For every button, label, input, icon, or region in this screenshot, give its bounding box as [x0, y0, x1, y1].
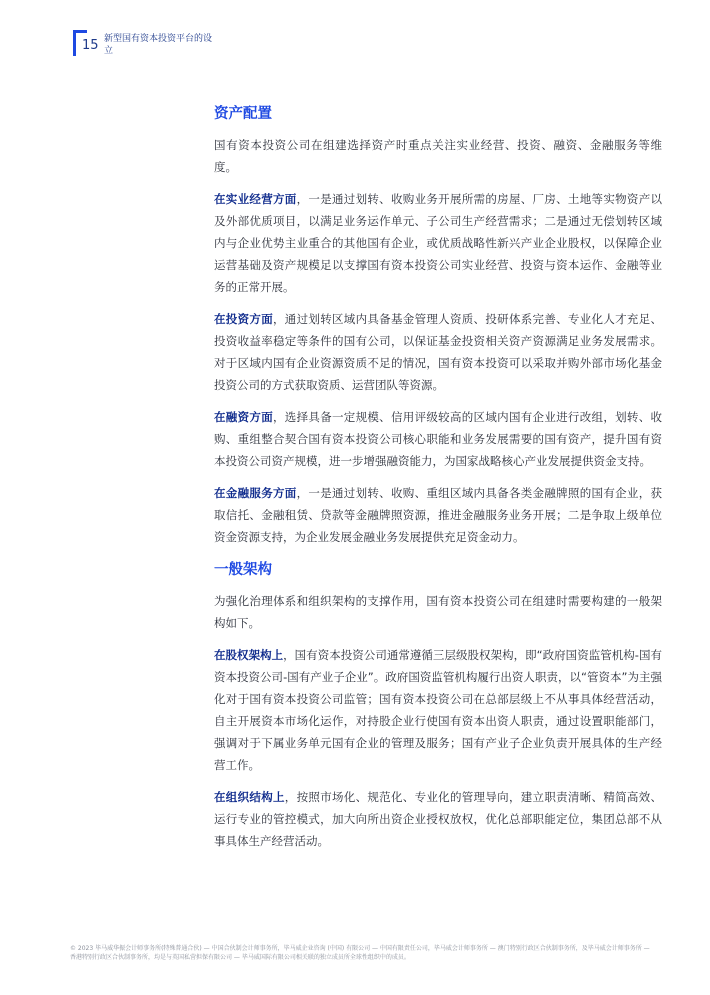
page-mark-horizontal [73, 30, 87, 33]
paragraph-financing [214, 406, 662, 472]
lead-financial-services: 在金融服务方面 [214, 486, 297, 500]
main-content [214, 104, 662, 852]
text-industrial: ，一是通过划转、收购业务开展所需的房屋、厂房、土地等实物资产以及外部优质项目，以满足业务运作单元、子公司生产经营需求；二是通过无偿划转区域内与企业优势主业重合的其他国有企业，或优质战略性新兴产业企业股权，以保障企业运营基础及资产规模足以支撑国有资本投资公司实业经营、投资与资本运作、金融等业务的正常开展。 [214, 192, 663, 294]
section-heading-general-structure: 一般架构 [214, 562, 272, 578]
text-investment: ，通过划转区域内具备基金管理人资质、投研体系完善、专业化人才充足、投资收益率稳定等条件的国有公司，以保证基金投资相关资产资源满足业务发展需求。对于区域内国有企业资源资质不足的情况，国有资本投资可以采取并购外部市场化基金投资公司的方式获取资质、运营团队等资源。 [214, 312, 663, 392]
copyright-footer: © 2023 毕马威华振会计师事务所(特殊普通合伙) — 中国合伙制会计师事务所，毕马威企业咨询 (中国) 有限公司 — 中国有限责任公司，毕马威会计师事务所 — 澳门特别行政区合伙制事务所，及毕马威会计师事务所 — 香港特别行政区合伙制事务所，均是与英国私营担保有限公司 — 毕马威国际有限公司相关联的独立成员所全球性组织中的成员。 [70, 945, 650, 961]
text-organization-structure: ，按照市场化、规范化、专业化的管理导向，建立职责清晰、精简高效、运行专业的管控模式，加大向所出资企业授权放权，优化总部职能定位，集团总部不从事具体生产经营活动。 [214, 790, 663, 848]
paragraph-industrial [214, 188, 662, 298]
document-title: 新型国有资本投资平台的设立 [104, 34, 213, 56]
paragraph-intro-asset: 国有资本投资公司在组建选择资产时重点关注实业经营、投资、融资、金融服务等维度。 [214, 138, 662, 174]
text-equity-structure: ，国有资本投资公司通常遵循三层级股权架构，即“政府国资监管机构-国有资本投资公司-国有产业子企业”。政府国资监管机构履行出资人职责，以“管资本”为主强化对于国有资本投资公司监管；国有资本投资公司在总部层级上不从事具体经营活动，自主开展资本市场化运作，对持股企业行使国有资本出资人职责，通过设置职能部门，强调对于下属业务单元国有企业的管理及服务；国有产业子企业负责开展具体的生产经营工作。 [214, 648, 662, 772]
section-heading-asset-allocation: 资产配置 [214, 106, 272, 122]
text-financial-services: ，一是通过划转、收购、重组区域内具备各类金融牌照的国有企业，获取信托、金融租赁、贷款等金融牌照资源，推进金融服务业务开展；二是争取上级单位资金资源支持，为企业发展金融业务发展提供充足资金动力。 [214, 486, 663, 544]
page-mark-vertical [73, 30, 76, 56]
lead-investment: 在投资方面 [214, 312, 273, 326]
lead-equity-structure: 在股权架构上 [214, 648, 284, 662]
text-financing: ，选择具备一定规模、信用评级较高的区域内国有企业进行改组，划转、收购、重组整合契合国有资本投资公司核心职能和业务发展需要的国有资产，提升国有资本投资公司资产规模，进一步增强融资能力，为国家战略核心产业发展提供资金支持。 [214, 410, 663, 468]
paragraph-intro-structure: 为强化治理体系和组织架构的支撑作用，国有资本投资公司在组建时需要构建的一般架构如下。 [214, 594, 662, 630]
page-number: 15 [82, 38, 99, 53]
lead-financing: 在融资方面 [214, 410, 273, 424]
lead-industrial: 在实业经营方面 [214, 192, 297, 206]
paragraph-financial-services [214, 482, 662, 548]
lead-organization-structure: 在组织结构上 [214, 790, 285, 804]
paragraph-investment [214, 308, 662, 396]
paragraph-equity-structure [214, 644, 662, 776]
paragraph-organization-structure [214, 786, 662, 852]
